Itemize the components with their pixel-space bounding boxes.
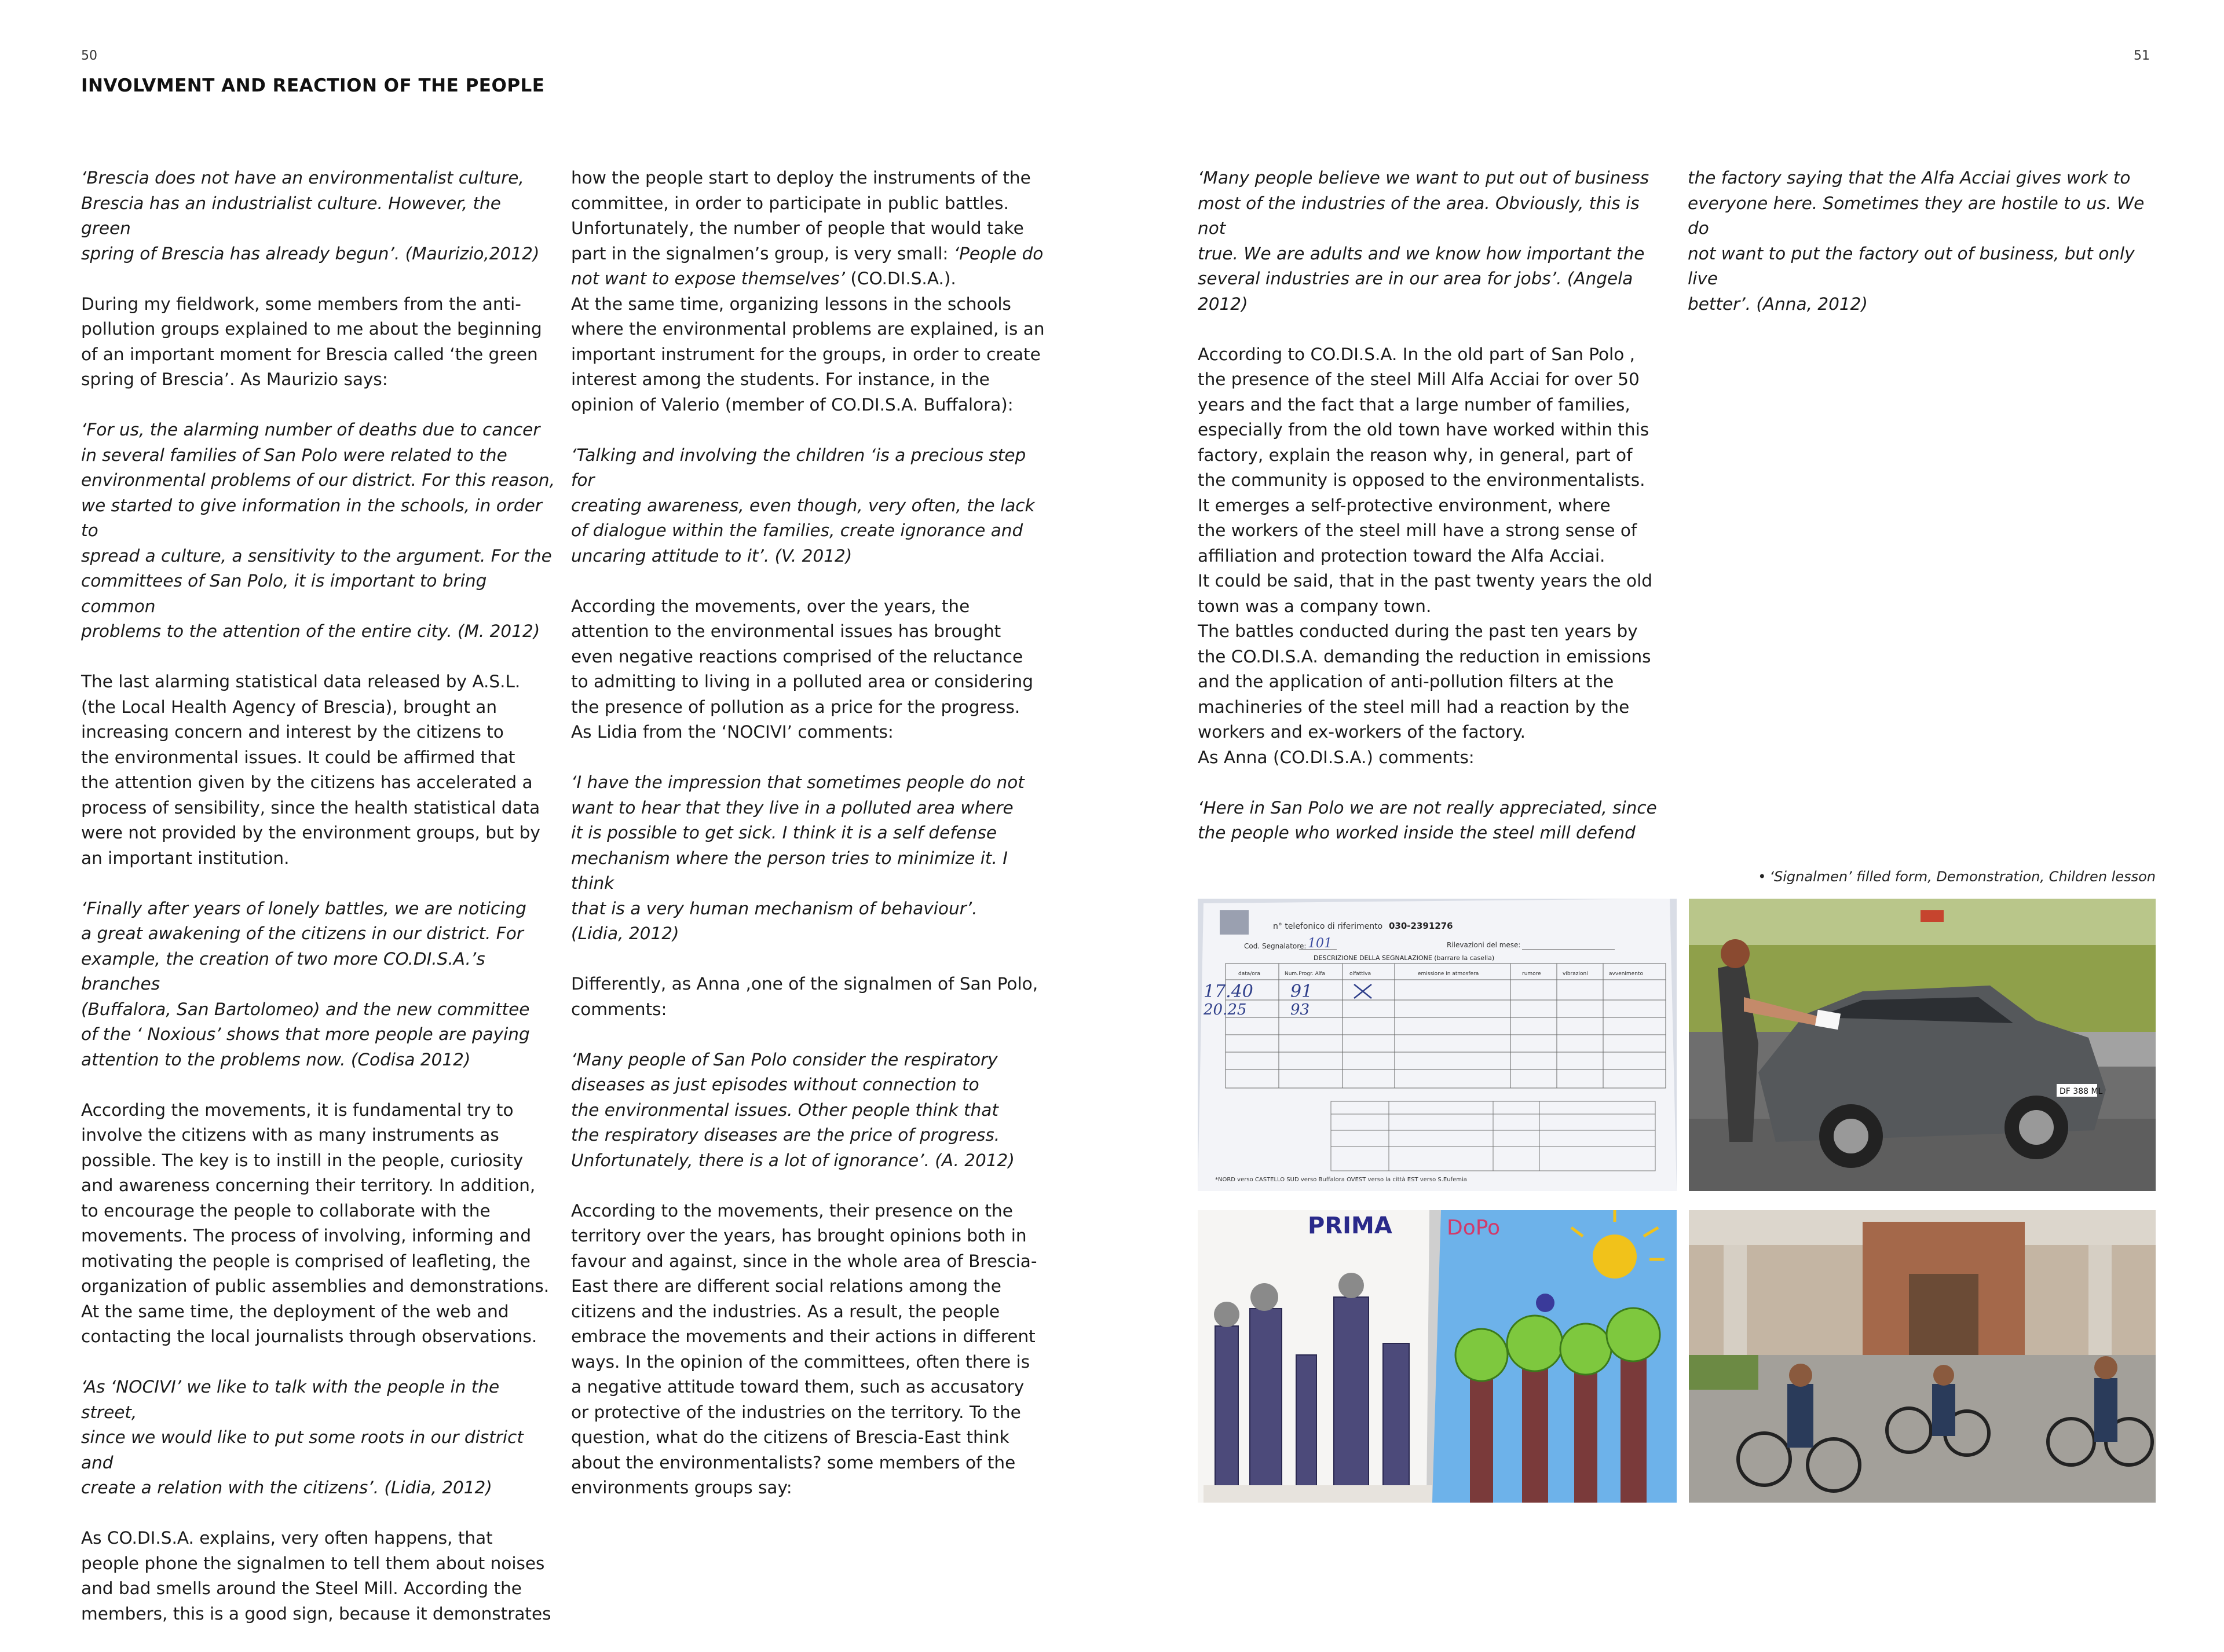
body-paragraph: As CO.DI.S.A. explains, very often happens, that people phone the signalmen to tell them about noises and bad smells around the Steel Mill. According the members, this is a good sign, because it demonstrates (81, 1528, 551, 1624)
form-col-header: olfattiva (1349, 971, 1371, 977)
body-text: how the people start to deploy the instruments of the committee, in order to participate in public battles. Unfortunately, the number of people that would take part in the signalmen’s group, is very small: (571, 168, 1031, 263)
drawing-label-after: DoPo (1447, 1216, 1501, 1240)
body-paragraph: At the same time, organizing lessons in the schools where the environmental problems are explained, is an important instrument for the groups, in order to create interest among the students. For instance, in the opinion of Valerio (member of CO.DI.S.A. Buffalora): (571, 294, 1045, 415)
body-text: (CO.DI.S.A.). (845, 269, 956, 288)
road-sign (1921, 910, 1944, 922)
quote-paragraph: ‘For us, the alarming number of deaths due to cancer in several families of San Polo were related to the environmental problems of our district. For this reason, we started to give information in the schools, in order to spread a culture, a sensitivity to the argument. For the committees of San Polo, it is important to bring common problems to the attention of the entire city. (M. 2012) (81, 420, 555, 641)
body-paragraph: According to CO.DI.S.A. In the old part of San Polo , the presence of the steel Mill Alfa Acciai for over 50 years and the fact that a large number of families, especially from the old town have worked within this factory, explain the reason why, in general, part of the community is opposed to the environmentalists. It emerges a self-protective environment, where the workers of the steel mill have a strong sense of affiliation and protection toward the Alfa Acciai. It could be said, that in the past twenty years the old town was a company town. The battles conducted during the past ten years by the CO.DI.S.A. demanding the reduction in emissions and the application of anti-pollution filters at the machineries of the steel mill had a reaction by the workers and ex-workers of the factory. As Anna (CO.DI.S.A.) comments: (1198, 344, 1653, 767)
form-col-header: emissione in atmosfera (1418, 971, 1479, 977)
form-section-title: DESCRIZIONE DELLA SEGNALAZIONE (barrare la casella) (1314, 954, 1495, 962)
form-phone-label: n° telefonico di riferimento (1273, 922, 1383, 931)
quote-paragraph: ‘Many people believe we want to put out of business most of the industries of the area. Obviously, this is not true. We are adults and we know how important the several industries are in our area for jobs’. (Angela 2012) (1198, 168, 1649, 314)
caption-text: ‘Signalmen’ filled form, Demonstration, Children lesson (1769, 869, 2156, 885)
form-col-header: avvenimento (1609, 971, 1643, 977)
body-paragraph: According the movements, over the years, the attention to the environmental issues has brought even negative reactions comprised of the reluctance to admitting to living in a polluted area or considering the presence of pollution as a price for the progress. As Lidia from the ‘NOCIVI’ comments: (571, 596, 1033, 742)
photo-demonstration (1689, 899, 2156, 1191)
page-number-left: 50 (81, 49, 97, 63)
photo-caption (1758, 869, 2156, 885)
quote-paragraph: ‘I have the impression that sometimes people do not want to hear that they live in a polluted area where it is possible to get sick. I think it is a self defense mechanism where the person tries to minimize it. I think that is a very human mechanism of behaviour’. (Lidia, 2012) (571, 772, 1025, 943)
form-col-header: rumore (1522, 971, 1541, 977)
quote-paragraph: ‘Talking and involving the children ‘is a precious step for creating awareness, even though, very often, the lack of dialogue within the families, create ignorance and uncaring attitude to it’. (V. 2012) (571, 445, 1035, 566)
column-1 (81, 166, 556, 1652)
quote-paragraph: the factory saying that the Alfa Acciai gives work to everyone here. Sometimes they are hostile to us. We do not want to put the factory out of business, but only live better’. (Anna, 2012) (1688, 168, 2145, 314)
form-signaler-code: 101 (1308, 936, 1332, 951)
form-col-header: vibrazioni (1563, 971, 1588, 977)
form-footer: *NORD verso CASTELLO SUD verso Buffalora OVEST verso la città EST verso S.Eufemia (1215, 1177, 1467, 1183)
body-paragraph (571, 166, 1046, 292)
form-entry-time: 17.40 (1204, 981, 1253, 1002)
quote-paragraph: ‘Brescia does not have an environmentalist culture, Brescia has an industrialist culture. However, the green spring of Brescia has already begun’. (Maurizio,2012) (81, 168, 540, 263)
section-heading: INVOLVMENT AND REACTION OF THE PEOPLE (81, 75, 545, 96)
column-2 (571, 166, 1046, 1526)
form-entry-time: 20.25 (1204, 1001, 1247, 1019)
form-col-header: data/ora (1238, 971, 1261, 977)
quote-paragraph: ‘Many people of San Polo consider the respiratory diseases as just episodes without connection to the environmental issues. Other people think that the respiratory diseases are the price of progress. Unfortunately, there is a lot of ignorance’. (A. 2012) (571, 1049, 1015, 1170)
page-number-right: 51 (2134, 49, 2150, 63)
photo-children-lesson (1689, 1210, 2156, 1503)
body-paragraph: The last alarming statistical data released by A.S.L. (the Local Health Agency of Brescia), brought an increasing concern and interest by the citizens to the environmental issues. It could be affirmed that the attention given by the citizens has accelerated a process of sensibility, since the health statistical data were not provided by the environment groups, but by an important institution. (81, 672, 540, 868)
quote-paragraph: ‘Here in San Polo we are not really appreciated, since the people who worked inside the steel mill defend (1198, 797, 1657, 843)
quote-paragraph: ‘Finally after years of lonely battles, we are noticing a great awakening of the citizens in our district. For example, the creation of two more CO.DI.S.A.’s branches (Buffalora, San Bartolomeo) and the new committee of the ‘ Noxious’ shows that more people are paying attention to the problems now. (Codisa 2012) (81, 898, 530, 1069)
inline-quote: ‘People do not want to expose themselves’ (571, 243, 1044, 288)
body-paragraph: Differently, as Anna ,one of the signalmen of San Polo, comments: (571, 974, 1038, 1019)
drawing-label-before: PRIMA (1308, 1213, 1392, 1239)
form-phone: 030-2391276 (1389, 921, 1453, 931)
form-entry-num: 93 (1290, 1001, 1310, 1019)
column-3 (1198, 166, 1670, 871)
form-signaler-label: Cod. Segnalatore: (1244, 942, 1307, 950)
form-month-label: Rilevazioni del mese: (1447, 941, 1521, 949)
form-col-header: Num.Progr. Alfa (1285, 971, 1325, 977)
form-logo (1220, 910, 1249, 935)
photo-signalmen-form (1198, 899, 1677, 1191)
bird-drawing (1536, 1294, 1554, 1312)
quote-paragraph: ‘As ‘NOCIVI’ we like to talk with the people in the street, since we would like to put some roots in our district and create a relation with the citizens’. (Lidia, 2012) (81, 1377, 524, 1497)
sun (1593, 1235, 1637, 1279)
body-paragraph: During my fieldwork, some members from the anti- pollution groups explained to me about the beginning of an important moment for Brescia called ‘the green spring of Brescia’. As Maurizio says: (81, 294, 542, 389)
photo-children-drawing (1198, 1210, 1677, 1503)
column-4 (1688, 166, 2163, 342)
form-entry-num: 91 (1290, 981, 1313, 1002)
body-paragraph: According to the movements, their presence on the territory over the years, has brought opinions both in favour and against, since in the whole area of Brescia- East there are different social relations among the citizens and the industries. As a result, the people embrace the movements and their actions in different ways. In the opinion of the committees, often there is a negative attitude toward them, such as accusatory or protective of the industries on the territory. To the question, what do the citizens of Brescia-East think about the environmentalists? some members of the environments groups say: (571, 1200, 1037, 1497)
car-plate: DF 388 ML (2060, 1087, 2103, 1096)
body-paragraph: According the movements, it is fundamental try to involve the citizens with as many instruments as possible. The key is to instill in the people, curiosity and awareness concerning their territory. In addition, to encourage the people to collaborate with the movements. The process of involving, informing and motivating the people is comprised of leafleting, the organization of public assemblies and demonstrations. At the same time, the deployment of the web and contacting the local journalists through observations. (81, 1100, 550, 1346)
caption-bullet: • (1758, 869, 1766, 885)
child-cyclist (1787, 1384, 1813, 1448)
